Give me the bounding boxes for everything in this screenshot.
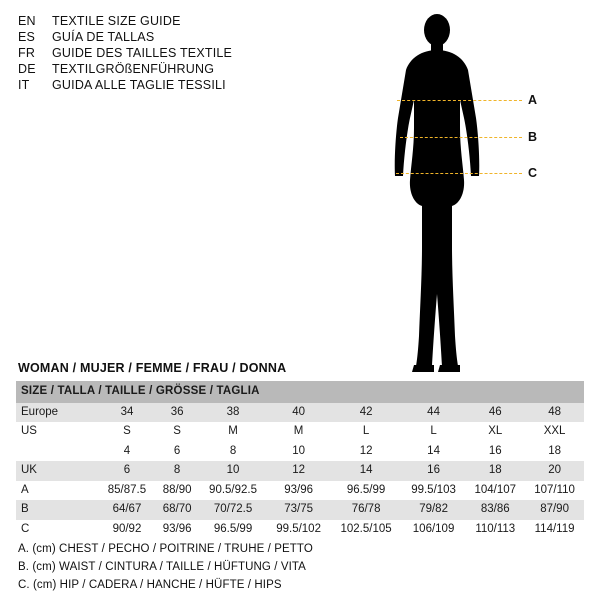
table-cell: 12 bbox=[267, 461, 331, 481]
table-cell: 79/82 bbox=[402, 500, 466, 520]
female-silhouette-figure bbox=[370, 8, 590, 378]
table-cell: 48 bbox=[525, 403, 584, 423]
table-cell: 38 bbox=[199, 403, 267, 423]
table-cell: 10 bbox=[267, 442, 331, 462]
legend-line-chest: A. (cm) CHEST / PECHO / POITRINE / TRUHE / PETTO bbox=[18, 543, 313, 555]
row-label: UK bbox=[16, 461, 99, 481]
silhouette-icon bbox=[370, 8, 590, 378]
table-cell: 96.5/99 bbox=[330, 481, 401, 501]
table-cell: 14 bbox=[402, 442, 466, 462]
row-label: A bbox=[16, 481, 99, 501]
language-row bbox=[18, 14, 348, 28]
size-table bbox=[16, 381, 584, 539]
table-row bbox=[16, 520, 584, 540]
table-cell: XXL bbox=[525, 422, 584, 442]
table-cell: 18 bbox=[465, 461, 525, 481]
table-cell: L bbox=[330, 422, 401, 442]
table-cell: 34 bbox=[99, 403, 155, 423]
table-cell: 46 bbox=[465, 403, 525, 423]
table-cell: 6 bbox=[155, 442, 199, 462]
table-cell: 4 bbox=[99, 442, 155, 462]
table-cell: 85/87.5 bbox=[99, 481, 155, 501]
language-text: GUIDA ALLE TAGLIE TESSILI bbox=[52, 78, 226, 92]
table-cell: 42 bbox=[330, 403, 401, 423]
language-text: GUÍA DE TALLAS bbox=[52, 30, 155, 44]
language-text: TEXTILGRÖßENFÜHRUNG bbox=[52, 62, 215, 76]
measure-label-hip: C bbox=[528, 166, 538, 180]
table-cell: 102.5/105 bbox=[330, 520, 401, 540]
table-cell: 107/110 bbox=[525, 481, 584, 501]
table-cell: 16 bbox=[402, 461, 466, 481]
language-code: DE bbox=[18, 62, 36, 76]
table-cell: 6 bbox=[99, 461, 155, 481]
language-code: ES bbox=[18, 30, 36, 44]
table-cell: 64/67 bbox=[99, 500, 155, 520]
measure-line-hip bbox=[396, 173, 522, 174]
table-cell: 70/72.5 bbox=[199, 500, 267, 520]
table-cell: 90/92 bbox=[99, 520, 155, 540]
language-list bbox=[18, 14, 348, 94]
table-cell: 114/119 bbox=[525, 520, 584, 540]
measure-label-waist: B bbox=[528, 130, 538, 144]
table-cell: 104/107 bbox=[465, 481, 525, 501]
table-cell: 16 bbox=[465, 442, 525, 462]
table-cell: 8 bbox=[199, 442, 267, 462]
measure-line-waist bbox=[400, 137, 522, 138]
table-row bbox=[16, 442, 584, 462]
language-code: EN bbox=[18, 14, 36, 28]
table-cell: 99.5/103 bbox=[402, 481, 466, 501]
table-header-row bbox=[16, 381, 584, 403]
table-cell: 36 bbox=[155, 403, 199, 423]
language-row bbox=[18, 46, 348, 60]
table-cell: 40 bbox=[267, 403, 331, 423]
table-row bbox=[16, 461, 584, 481]
row-label bbox=[16, 442, 99, 462]
table-cell: M bbox=[267, 422, 331, 442]
table-cell: 12 bbox=[330, 442, 401, 462]
table-cell: 14 bbox=[330, 461, 401, 481]
table-cell: S bbox=[155, 422, 199, 442]
table-cell: 99.5/102 bbox=[267, 520, 331, 540]
language-row bbox=[18, 30, 348, 44]
table-cell: 73/75 bbox=[267, 500, 331, 520]
table-row bbox=[16, 422, 584, 442]
table-cell: 18 bbox=[525, 442, 584, 462]
table-cell: S bbox=[99, 422, 155, 442]
table-cell: 83/86 bbox=[465, 500, 525, 520]
section-title: WOMAN / MUJER / FEMME / FRAU / DONNA bbox=[18, 361, 287, 375]
language-text: GUIDE DES TAILLES TEXTILE bbox=[52, 46, 233, 60]
row-label: US bbox=[16, 422, 99, 442]
table-cell: 93/96 bbox=[267, 481, 331, 501]
legend-line-hip: C. (cm) HIP / CADERA / HANCHE / HÜFTE / HIPS bbox=[18, 578, 282, 591]
row-label: Europe bbox=[16, 403, 99, 423]
legend-line-waist: B. (cm) WAIST / CINTURA / TAILLE / HÜFTUNG / VITA bbox=[18, 560, 306, 573]
language-code: FR bbox=[18, 46, 36, 60]
measurement-legend bbox=[18, 541, 313, 594]
row-label: B bbox=[16, 500, 99, 520]
table-cell: 8 bbox=[155, 461, 199, 481]
table-cell: 44 bbox=[402, 403, 466, 423]
table-cell: M bbox=[199, 422, 267, 442]
table-cell: 20 bbox=[525, 461, 584, 481]
language-row bbox=[18, 78, 348, 92]
language-text: TEXTILE SIZE GUIDE bbox=[52, 14, 181, 28]
table-cell: 93/96 bbox=[155, 520, 199, 540]
table-row bbox=[16, 481, 584, 501]
table-cell: 90.5/92.5 bbox=[199, 481, 267, 501]
table-cell: 10 bbox=[199, 461, 267, 481]
table-cell: XL bbox=[465, 422, 525, 442]
table-row bbox=[16, 403, 584, 423]
language-code: IT bbox=[18, 78, 30, 92]
table-cell: 96.5/99 bbox=[199, 520, 267, 540]
table-cell: L bbox=[402, 422, 466, 442]
table-cell: 68/70 bbox=[155, 500, 199, 520]
language-row bbox=[18, 62, 348, 76]
measure-label-chest: A bbox=[528, 93, 538, 107]
table-cell: 110/113 bbox=[465, 520, 525, 540]
table-row bbox=[16, 500, 584, 520]
table-cell: 87/90 bbox=[525, 500, 584, 520]
table-cell: 106/109 bbox=[402, 520, 466, 540]
table-header-label: SIZE / TALLA / TAILLE / GRÖSSE / TAGLIA bbox=[16, 381, 584, 403]
table-cell: 76/78 bbox=[330, 500, 401, 520]
table-cell: 88/90 bbox=[155, 481, 199, 501]
row-label: C bbox=[16, 520, 99, 540]
measure-line-chest bbox=[397, 100, 522, 101]
